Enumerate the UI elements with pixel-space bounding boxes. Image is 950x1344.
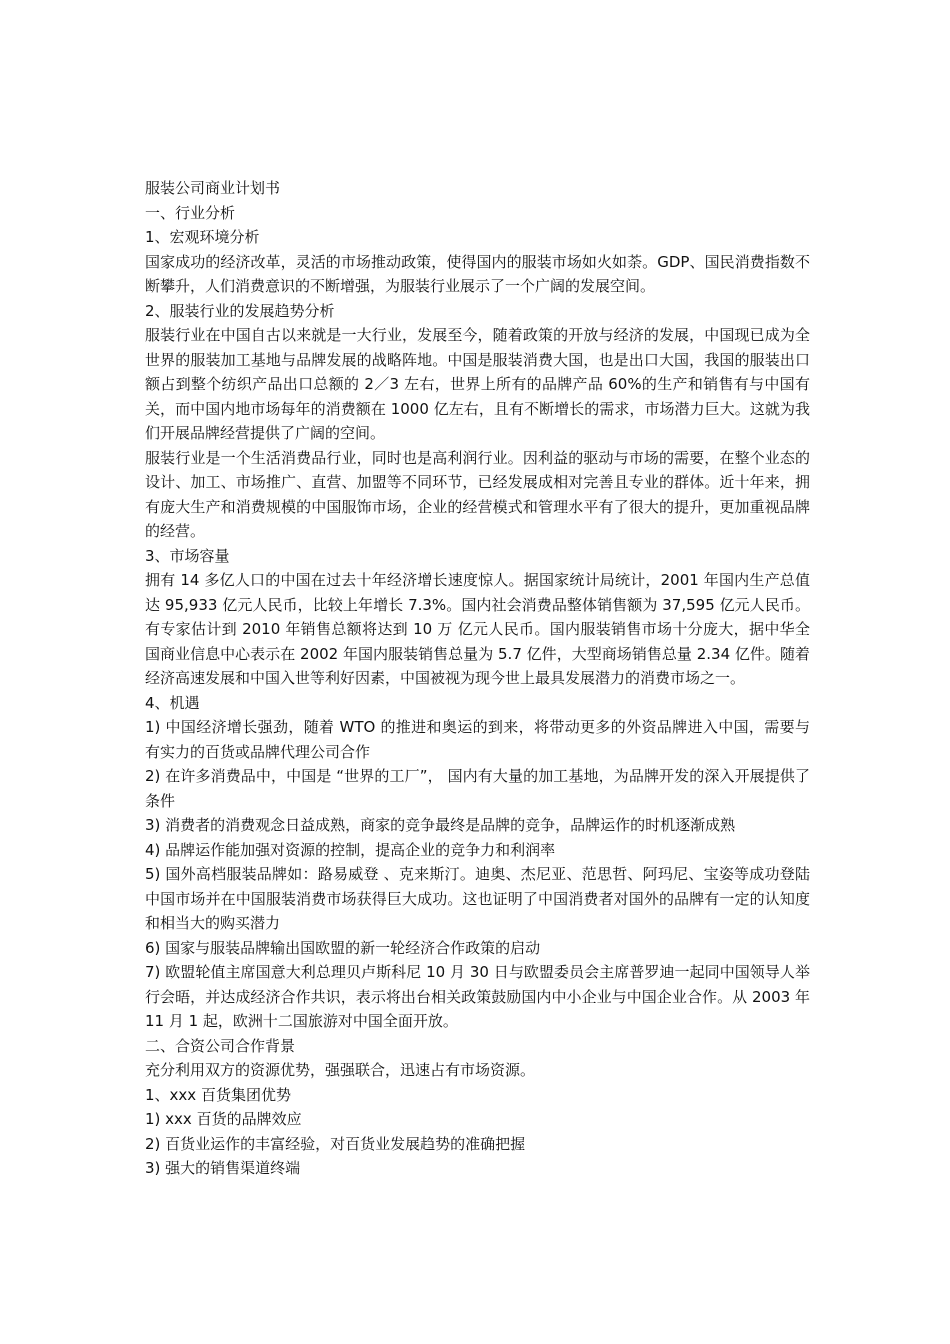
list-item: 3) 强大的销售渠道终端 — [145, 1159, 301, 1177]
subheading-market-capacity: 3、市场容量 — [145, 546, 230, 565]
list-item: 2) 在许多消费品中，中国是 “世界的工厂”， 国内有大量的加工基地，为品牌开发的深入开展提供了条件 — [145, 767, 810, 810]
list-item: 6) 国家与服装品牌输出国欧盟的新一轮经济合作政策的启动 — [145, 938, 541, 957]
list-item: 5) 国外高档服装品牌如：路易威登 、克来斯汀。迪奥、杰尼亚、范思哲、阿玛尼、宝姿等成功登陆中国市场并在中国服装消费市场获得巨大成功。这也证明了中国消费者对国外的品牌有一定的认知度和相当大的购买潜力 — [145, 865, 810, 932]
document-title: 服装公司商业计划书 — [145, 179, 281, 197]
paragraph-industry-trend: 服装行业在中国自古以来就是一大行业，发展至今，随着政策的开放与经济的发展，中国现已成为全世界的服装加工基地与品牌发展的战略阵地。中国是服装消费大国，也是出口大国，我国的服装出口额占到整个纺织产品出口总额的 2／3 左右，世界上所有的品牌产品 60%的生产和销售有与中国有关，而中国内地市场每年的消费额在 1000 亿左右，且有不断增长的需求，市场潜力巨大。这就为我们开展品牌经营提供了广阔的空间。 — [145, 326, 810, 442]
list-item: 2) 百货业运作的丰富经验，对百货业发展趋势的准确把握 — [145, 1134, 526, 1153]
list-item: 7) 欧盟轮值主席国意大利总理贝卢斯科尼 10 月 30 日与欧盟委员会主席普罗迪一起同中国领导人举行会晤，并达成经济合作共识，表示将出台相关政策鼓励国内中小企业与中国企业合作。从 2003 年 11 月 1 起，欧洲十二国旅游对中国全面开放。 — [145, 963, 810, 1030]
list-item: 3) 消费者的消费观念日益成熟，商家的竞争最终是品牌的竞争，品牌运作的时机逐渐成熟 — [145, 816, 736, 834]
subheading-group-advantages: 1、xxx 百货集团优势 — [145, 1085, 291, 1104]
paragraph-industry-profit: 服装行业是一个生活消费品行业，同时也是高利润行业。因利益的驱动与市场的需要，在整个业态的设计、加工、市场推广、直营、加盟等不同环节，已经发展成相对完善且专业的群体。近十年来，拥有庞大生产和消费规模的中国服饰市场，企业的经营模式和管理水平有了很大的提升，更加重视品牌的经营。 — [145, 448, 810, 540]
paragraph-joint-venture: 充分利用双方的资源优势，强强联合，迅速占有市场资源。 — [145, 1061, 536, 1079]
heading-joint-venture-background: 二、合资公司合作背景 — [145, 1036, 296, 1055]
list-item: 1) 中国经济增长强劲，随着 WTO 的推进和奥运的到来，将带动更多的外资品牌进入中国，需要与有实力的百货或品牌代理公司合作 — [145, 718, 810, 761]
document-body — [145, 176, 810, 1181]
list-item: 4) 品牌运作能加强对资源的控制，提高企业的竞争力和利润率 — [145, 840, 556, 859]
heading-industry-analysis: 一、行业分析 — [145, 203, 236, 222]
paragraph-macro-environment: 国家成功的经济改革，灵活的市场推动政策，使得国内的服装市场如火如荼。GDP、国民消费指数不断攀升，人们消费意识的不断增强，为服装行业展示了一个广阔的发展空间。 — [145, 252, 810, 295]
list-item: 1) xxx 百货的品牌效应 — [145, 1110, 302, 1128]
subheading-opportunities: 4、机遇 — [145, 693, 200, 712]
subheading-industry-trend: 2、服装行业的发展趋势分析 — [145, 301, 335, 320]
subheading-macro-environment: 1、宏观环境分析 — [145, 228, 260, 246]
paragraph-market-capacity: 拥有 14 多亿人口的中国在过去十年经济增长速度惊人。据国家统计局统计，2001 年国内生产总值达 95,933 亿元人民币，比较上年增长 7.3%。国内社会消费品整体销售额为 37,595 亿元人民币。有专家估计到 2010 年销售总额将达到 10 万 亿元人民币。国内服装销售市场十分庞大，据中华全国商业信息中心表示在 2002 年国内服装销售总量为 5.7 亿件，大型商场销售总量 2.34 亿件。随着经济高速发展和中国入世等利好因素，中国被视为现今世上最具发展潜力的消费市场之一。 — [145, 571, 810, 687]
